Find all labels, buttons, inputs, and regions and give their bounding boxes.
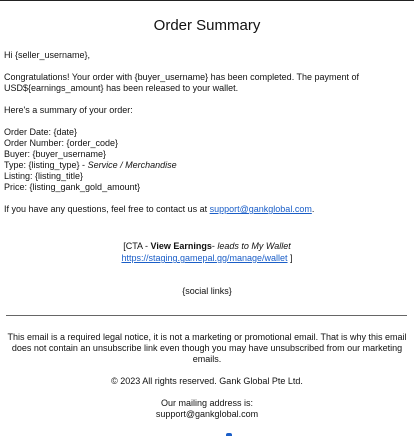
- view-earnings-button[interactable]: View Earnings: [150, 241, 212, 251]
- mailing-label: Our mailing address is:: [160, 398, 254, 408]
- contact-line: [4, 204, 408, 215]
- contact-prefix: If you have any questions, feel free to contact us at: [4, 204, 210, 214]
- order-summary: [4, 127, 408, 193]
- contact-suffix: .: [311, 204, 315, 214]
- legal-notice: This email is a required legal notice, it is not a marketing or promotional email. That is why this email does not contain an unsubscribe link even though you may have unsubscribed from our marketing emails.: [7, 332, 407, 364]
- social-links: {social links}: [182, 286, 232, 296]
- footer-divider: [6, 315, 407, 316]
- order-number: Order Number: {order_code}: [4, 138, 119, 148]
- email-footer: [0, 332, 414, 420]
- greeting: Hi {seller_username},: [4, 50, 91, 60]
- order-date: Order Date: {date}: [4, 127, 78, 137]
- mailing-email: support@gankglobal.com: [155, 409, 259, 419]
- cta-url-line: [0, 252, 414, 264]
- listing-type-note: Service / Merchandise: [87, 160, 177, 170]
- cta-open: [CTA -: [123, 241, 151, 251]
- price: Price: {listing_gank_gold_amount}: [4, 182, 141, 192]
- copyright: © 2023 All rights reserved. Gank Global Pte Ltd.: [111, 376, 303, 386]
- cta-line: [0, 240, 414, 252]
- support-email-link[interactable]: support@gankglobal.com: [209, 204, 312, 214]
- listing-type-prefix: Type: {listing_type} -: [4, 160, 88, 170]
- wallet-link[interactable]: https://staging.gamepal.gg/manage/wallet: [121, 253, 288, 263]
- email-body: [4, 50, 408, 215]
- email-title: Order Summary: [153, 17, 261, 34]
- congrats-message: Congratulations! Your order with {buyer_username} has been completed. The payment of USD${earnings_amount} has been released to your wallet.: [4, 72, 360, 93]
- buyer: Buyer: {buyer_username}: [4, 149, 107, 159]
- cta-note: leads to My Wallet: [217, 241, 291, 251]
- cta-dash: -: [211, 241, 218, 251]
- cta-block: [0, 240, 414, 264]
- cta-close: ]: [287, 253, 293, 263]
- top-border: [0, 0, 414, 1]
- listing-type: [4, 160, 408, 171]
- summary-intro: Here's a summary of your order:: [4, 105, 133, 115]
- listing: Listing: {listing_title}: [4, 171, 84, 181]
